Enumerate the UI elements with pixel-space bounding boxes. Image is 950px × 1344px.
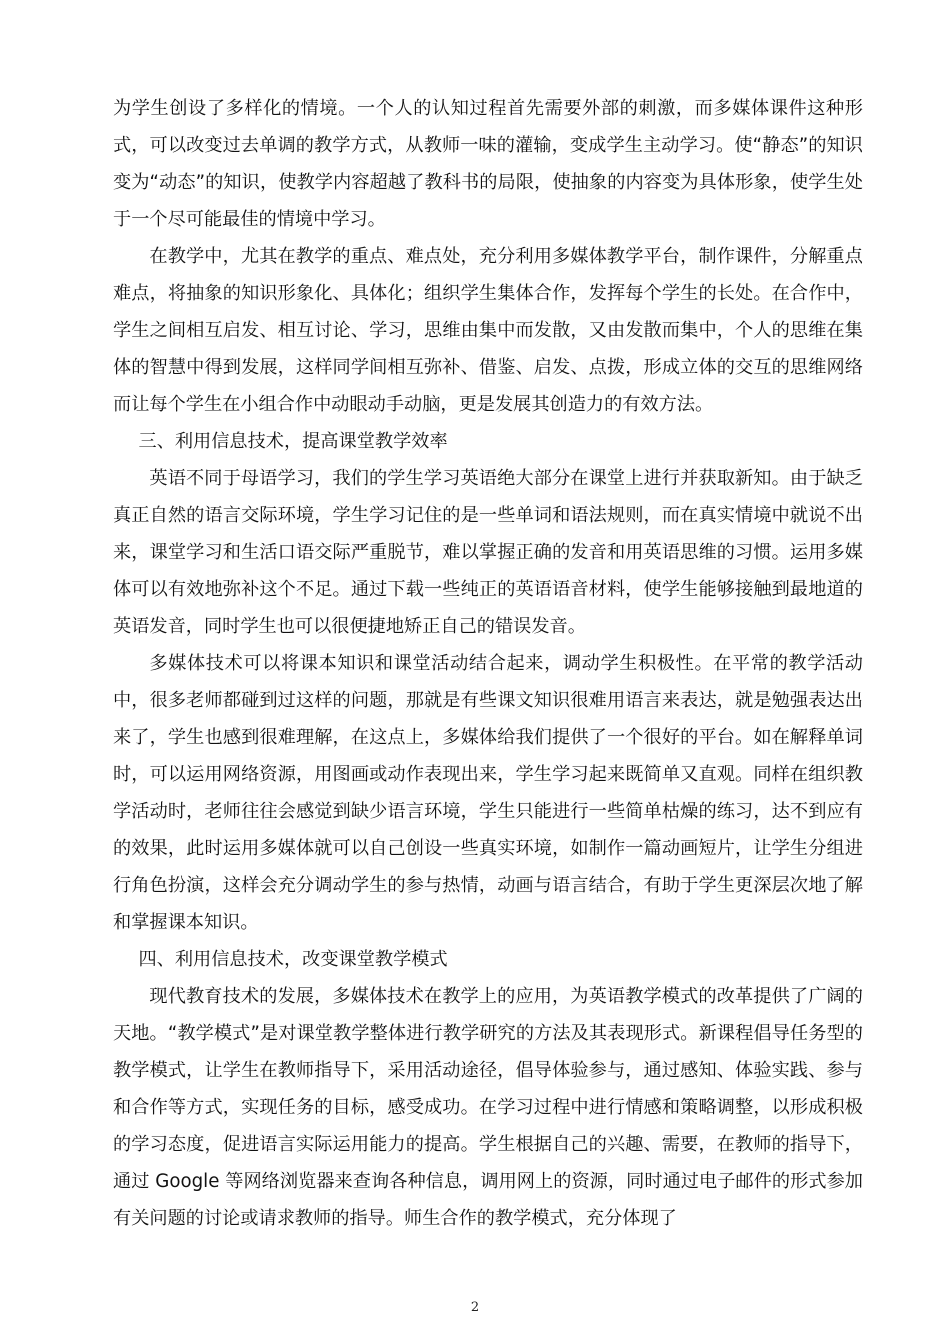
document-body [113, 90, 863, 1237]
paragraph: 英语不同于母语学习，我们的学生学习英语绝大部分在课堂上进行并获取新知。由于缺乏真正自然的语言交际环境，学生学习记住的是一些单词和语法规则，而在真实情境中就说不出来，课堂学习和生活口语交际严重脱节，难以掌握正确的发音和用英语思维的习惯。运用多媒体可以有效地弥补这个不足。通过下载一些纯正的英语语音材料，使学生能够接触到最地道的英语发音，同时学生也可以很便捷地矫正自己的错误发音。 [113, 468, 863, 637]
paragraph: 现代教育技术的发展，多媒体技术在教学上的应用，为英语教学模式的改革提供了广阔的天地。“教学模式”是对课堂教学整体进行教学研究的方法及其表现形式。新课程倡导任务型的教学模式，让学生在教师指导下，采用活动途径，倡导体验参与，通过感知、体验实践、参与和合作等方式，实现任务的目标，感受成功。在学习过程中进行情感和策略调整，以形成积极的学习态度，促进语言实际运用能力的提高。学生根据自己的兴趣、需要，在教师的指导下，通过 Google 等网络浏览器来查询各种信息，调用网上的资源，同时通过电子邮件的形式参加有关问题的讨论或请求教师的指导。师生合作的教学模式，充分体现了 [113, 986, 863, 1229]
page-number: 2 [470, 1300, 480, 1315]
paragraph: 多媒体技术可以将课本知识和课堂活动结合起来，调动学生积极性。在平常的教学活动中，很多老师都碰到过这样的问题，那就是有些课文知识很难用语言来表达，就是勉强表达出来了，学生也感到很难理解，在这点上，多媒体给我们提供了一个很好的平台。如在解释单词时，可以运用网络资源，用图画或动作表现出来，学生学习起来既简单又直观。同样在组织教学活动时，老师往往会感觉到缺少语言环境，学生只能进行一些简单枯燥的练习，达不到应有的效果，此时运用多媒体就可以自己创设一些真实环境，如制作一篇动画短片，让学生分组进行角色扮演，这样会充分调动学生的参与热情，动画与语言结合，有助于学生更深层次地了解和掌握课本知识。 [113, 653, 863, 933]
paragraph: 在教学中，尤其在教学的重点、难点处，充分利用多媒体教学平台，制作课件，分解重点难点，将抽象的知识形象化、具体化；组织学生集体合作，发挥每个学生的长处。在合作中，学生之间相互启发、相互讨论、学习，思维由集中而发散，又由发散而集中，个人的思维在集体的智慧中得到发展，这样同学间相互弥补、借鉴、启发、点拨，形成立体的交互的思维网络而让每个学生在小组合作中动眼动手动脑，更是发展其创造力的有效方法。 [113, 246, 863, 415]
section-heading: 四、利用信息技术，改变课堂教学模式 [138, 949, 448, 970]
section-heading: 三、利用信息技术，提高课堂教学效率 [138, 431, 448, 452]
paragraph-continued: 为学生创设了多样化的情境。一个人的认知过程首先需要外部的刺激，而多媒体课件这种形式，可以改变过去单调的教学方式，从教师一味的灌输，变成学生主动学习。使“静态”的知识变为“动态”的知识，使教学内容超越了教科书的局限，使抽象的内容变为具体形象，使学生处于一个尽可能最佳的情境中学习。 [113, 98, 863, 230]
